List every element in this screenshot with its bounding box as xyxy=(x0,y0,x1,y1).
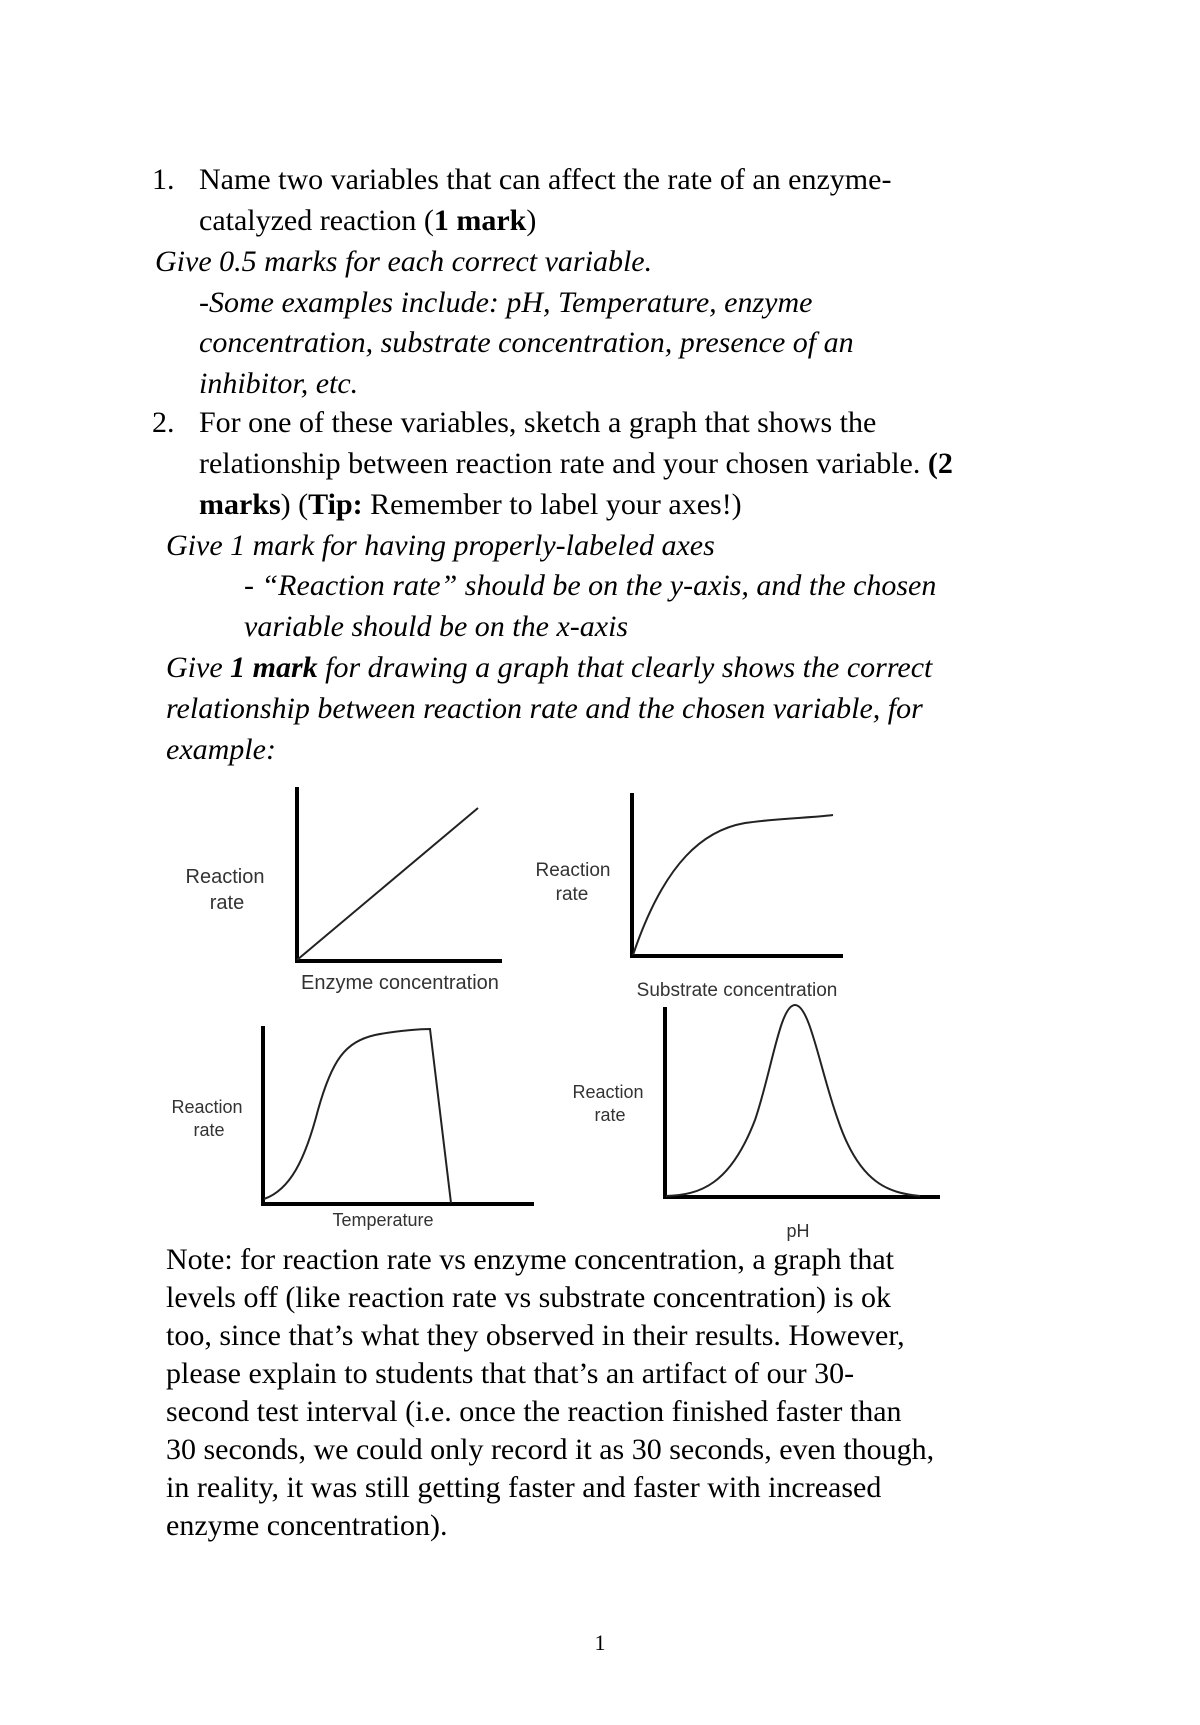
note-line2: levels off (like reaction rate vs substrate concentration) is ok xyxy=(166,1281,892,1314)
graph2-xlabel: Substrate concentration xyxy=(636,980,838,1001)
q2-line1: For one of these variables, sketch a graph that shows the xyxy=(199,406,877,439)
note-line1: Note: for reaction rate vs enzyme concentration, a graph that xyxy=(166,1243,895,1276)
q2-answer-b3: example: xyxy=(166,733,276,766)
q1-line2: catalyzed reaction (1 mark) xyxy=(199,204,537,237)
graph-enzyme-concentration xyxy=(186,787,502,994)
graph1-curve xyxy=(297,808,478,960)
q2-answer-b1: Give 1 mark for drawing a graph that clearly shows the correct xyxy=(166,651,933,684)
graph4-curve xyxy=(666,1005,920,1196)
q2-line2: relationship between reaction rate and your chosen variable. (2 xyxy=(199,447,953,480)
graph3-xlabel: Temperature xyxy=(332,1210,434,1230)
graph3-curve xyxy=(264,1029,451,1203)
graph1-ylabel-line2: rate xyxy=(209,892,245,914)
q2-answer-a3: variable should be on the x-axis xyxy=(244,610,629,643)
q2-answer-a1: Give 1 mark for having properly-labeled axes xyxy=(166,529,715,562)
graph2-curve xyxy=(633,815,833,955)
q1-answer-line3: concentration, substrate concentration, presence of an xyxy=(199,326,854,359)
graph4-xlabel: pH xyxy=(786,1221,810,1241)
note-line4: please explain to students that that’s an artifact of our 30- xyxy=(166,1357,855,1390)
note-line8: enzyme concentration). xyxy=(166,1509,448,1542)
graph2-ylabel-line1: Reaction xyxy=(535,860,611,881)
note-line5: second test interval (i.e. once the reaction finished faster than xyxy=(166,1395,902,1428)
graph2-ylabel-line2: rate xyxy=(555,884,589,905)
q1-answer-line4: inhibitor, etc. xyxy=(199,367,359,400)
q1-answer-line1: Give 0.5 marks for each correct variable. xyxy=(155,245,653,278)
q2-answer-a2: - “Reaction rate” should be on the y-axis, and the chosen xyxy=(244,569,937,602)
graph4-ylabel-line2: rate xyxy=(594,1105,626,1125)
q1-answer-line2: -Some examples include: pH, Temperature, enzyme xyxy=(199,286,813,319)
graph1-ylabel-line1: Reaction xyxy=(185,866,265,888)
note-line3: too, since that’s what they observed in their results. However, xyxy=(166,1319,905,1352)
q1-line1: Name two variables that can affect the rate of an enzyme- xyxy=(199,163,892,196)
graph-ph xyxy=(572,1005,940,1241)
graph4-ylabel-line1: Reaction xyxy=(572,1082,644,1102)
note-line7: in reality, it was still getting faster and faster with increased xyxy=(166,1471,882,1504)
q2-number: 2. xyxy=(152,406,175,439)
q2-answer-b2: relationship between reaction rate and the chosen variable, for xyxy=(166,692,923,725)
note-line6: 30 seconds, we could only record it as 30 seconds, even though, xyxy=(166,1433,935,1466)
graph3-axes xyxy=(263,1026,534,1204)
q1-number: 1. xyxy=(152,163,175,196)
graph3-ylabel-line1: Reaction xyxy=(171,1097,243,1117)
page-number: 1 xyxy=(594,1630,606,1655)
graph4-axes xyxy=(665,1007,940,1197)
graph-substrate-concentration xyxy=(536,793,844,1001)
graph-temperature xyxy=(171,1026,534,1230)
graph1-xlabel: Enzyme concentration xyxy=(301,972,499,994)
graph3-ylabel-line2: rate xyxy=(193,1120,225,1140)
q2-line3: marks) (Tip: Remember to label your axes!) xyxy=(199,488,742,521)
